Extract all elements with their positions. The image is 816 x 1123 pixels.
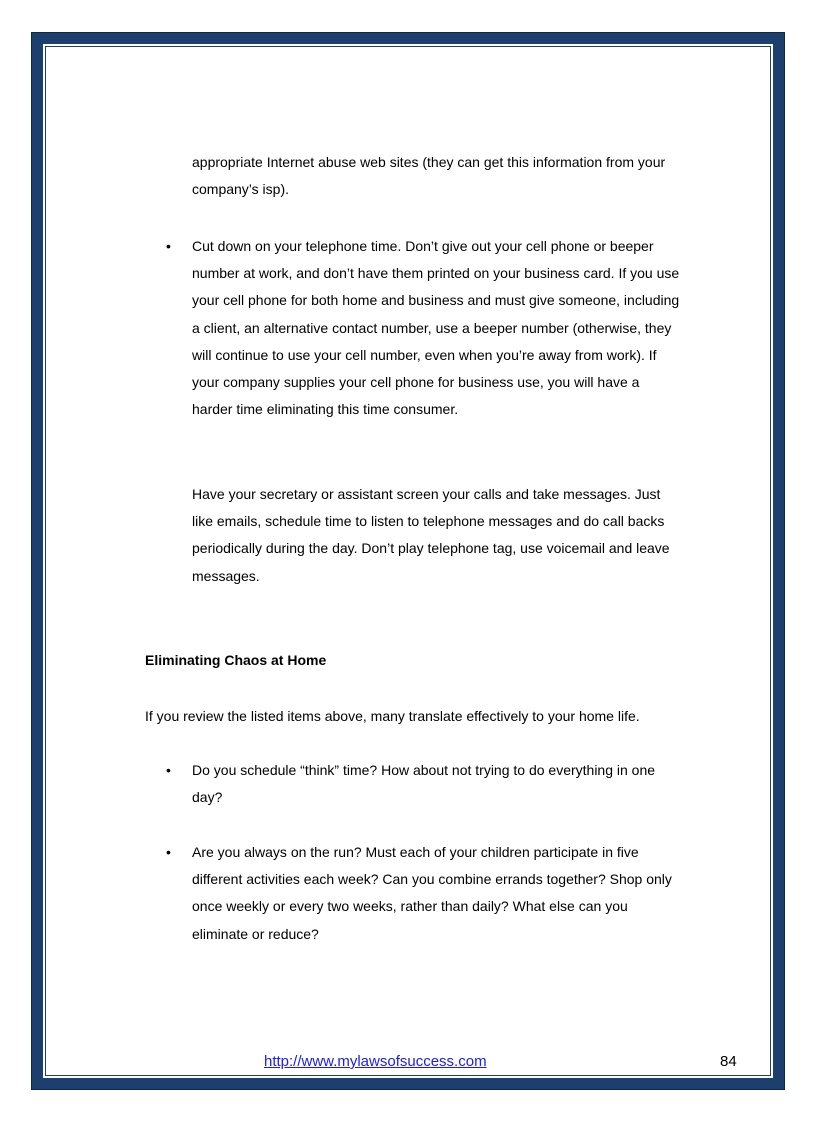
footer-website-link[interactable]: http://www.mylawsofsuccess.com <box>264 1053 487 1070</box>
bullet-telephone-time: Cut down on your telephone time. Don’t give out your cell phone or beeper number at work, and don’t have them printed on your business card. If you use your cell phone for both home and business and must give someone, including a client, an alternative contact number, use a beeper number (otherwise, they will continue to use your cell number, even when you’re away from work). If your company supplies your cell phone for business use, you will have a harder time eliminating this time consumer. <box>192 238 680 418</box>
page-number: 84 <box>720 1053 737 1070</box>
bullet-marker: • <box>166 238 171 254</box>
continuation-paragraph: appropriate Internet abuse web sites (they can get this information from your company’s isp). <box>192 154 666 198</box>
bullet-think-time: Do you schedule “think” time? How about not trying to do everything in one day? <box>192 762 656 806</box>
intro-paragraph: If you review the listed items above, many translate effectively to your home life. <box>145 708 640 724</box>
telephone-followup-paragraph: Have your secretary or assistant screen your calls and take messages. Just like emails, schedule time to listen to telephone messages and do call backs periodically during the day. Don’t play telephone tag, use voicemail and leave messages. <box>192 486 670 584</box>
section-heading: Eliminating Chaos at Home <box>145 652 327 668</box>
bullet-marker: • <box>166 762 171 778</box>
bullet-marker: • <box>166 844 171 860</box>
bullet-on-the-run: Are you always on the run? Must each of your children participate in five different activities each week? Can you combine errands together? Shop only once weekly or every two weeks, rather than daily? What else can you eliminate or reduce? <box>192 844 672 942</box>
